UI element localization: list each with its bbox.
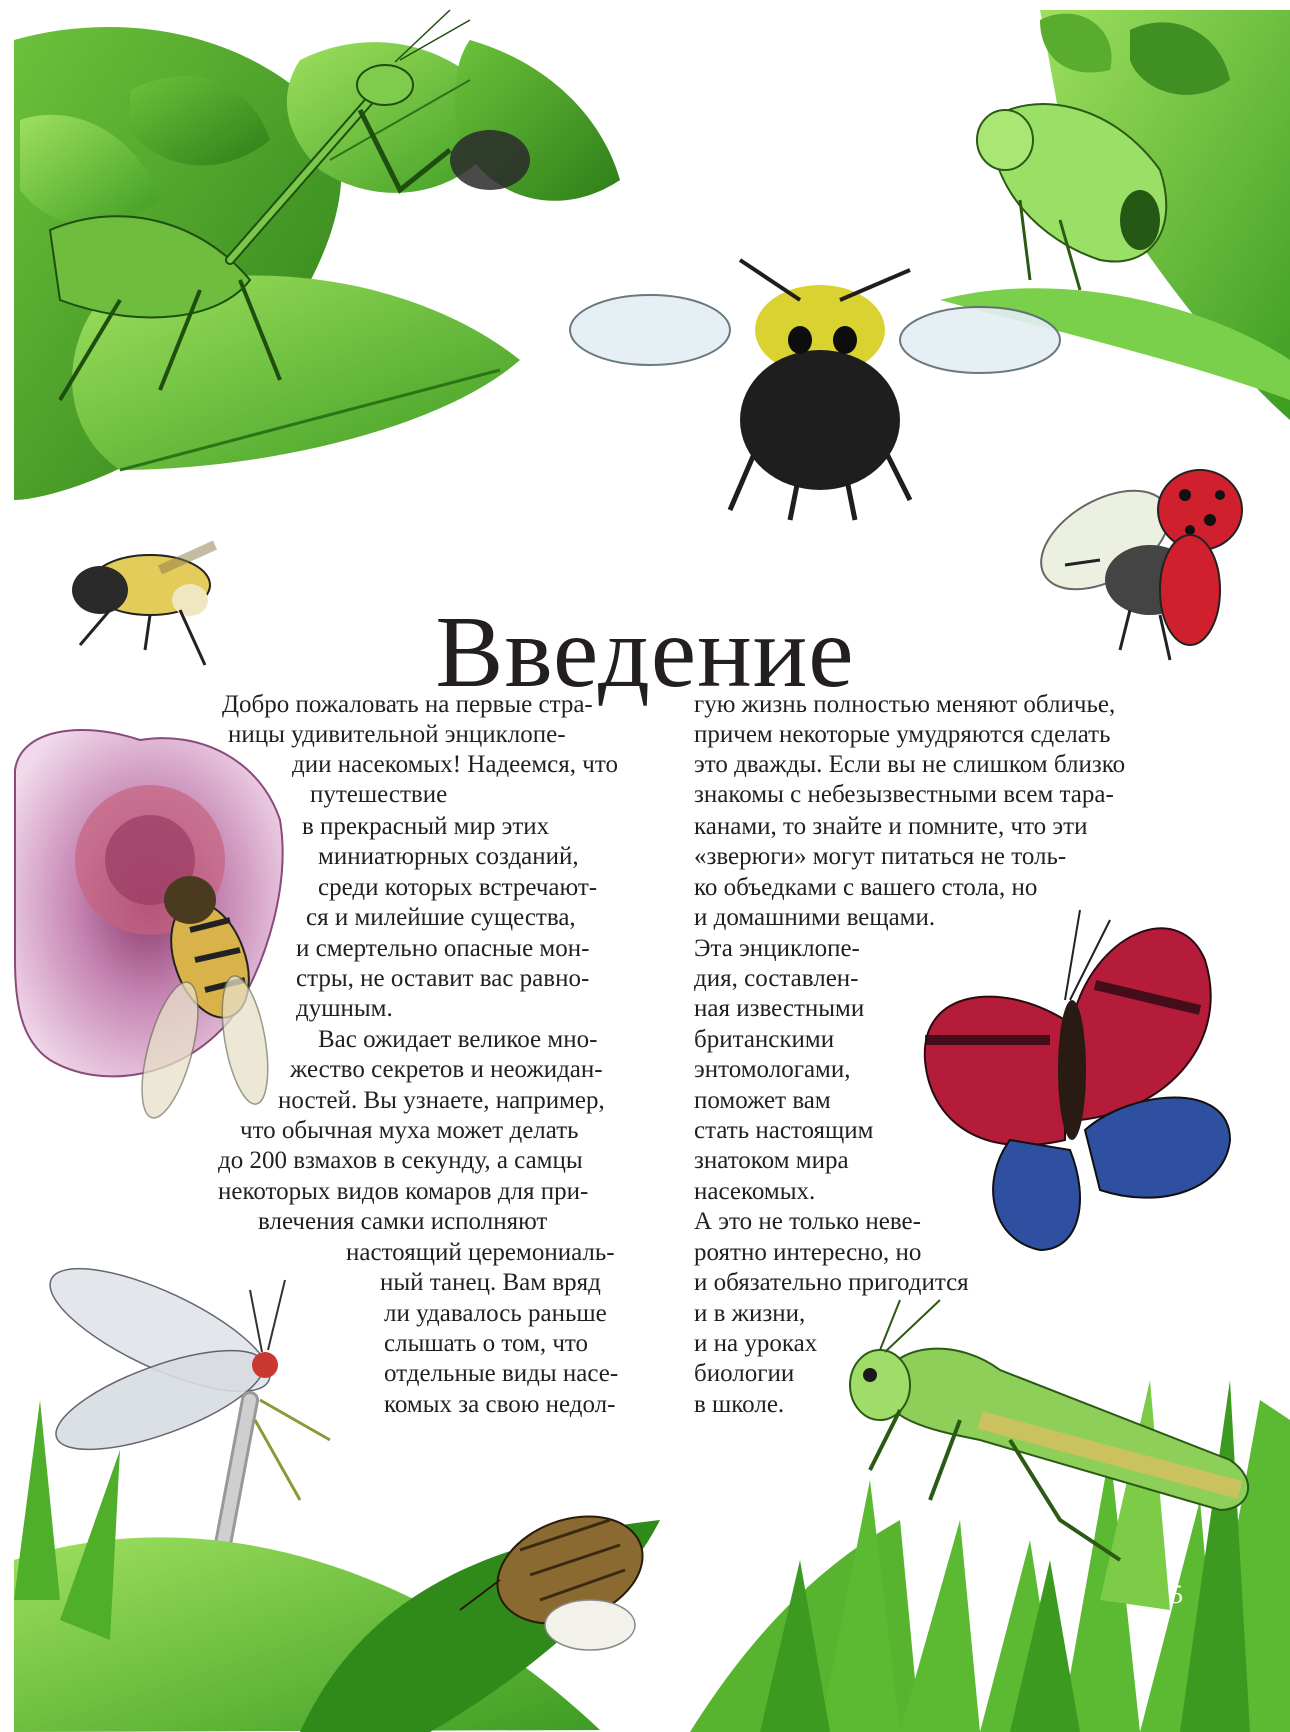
butterfly-illustration [925,910,1230,1250]
paragraph-line: «зверюги» могут питаться не толь- [694,843,1067,870]
paragraph-line: знатоком мира [694,1147,849,1174]
paragraph-line: дии насекомых! Надеемся, что [292,751,618,778]
paragraph-line: комых за свою недол- [384,1391,616,1418]
flower-hoverfly-illustration [15,730,283,1123]
paragraph-line: слышать о том, что [384,1330,589,1357]
paragraph-line: ностей. Вы узнаете, например, [278,1087,605,1114]
paragraph-line: и в жизни, [694,1300,806,1327]
paragraph-line: в прекрасный мир этих [302,813,550,840]
paragraph-line: что обычная муха может делать [240,1117,579,1144]
paragraph-line: знакомы с небезызвестными всем тара- [694,781,1114,808]
honeybee-illustration [72,545,215,665]
paragraph-line: стать настоящим [694,1117,874,1144]
paragraph-line: и обязательно пригодится [694,1269,969,1296]
paragraph-line: стры, не оставит вас равно- [296,965,590,992]
grasshopper-illustration [850,1300,1248,1560]
paragraph-line: ницы удивительной энциклопе- [228,721,566,748]
paragraph-line: канами, то знайте и помните, что эти [694,813,1088,840]
paragraph-line: в школе. [694,1391,785,1418]
paragraph-line: ся и милейшие существа, [306,904,576,931]
paragraph-line: путешествие [310,781,448,808]
paragraph-line: и домашними вещами. [694,904,936,931]
mantis-leaves-illustration [14,10,620,500]
paragraph-line: Вас ожидает великое мно- [318,1026,598,1053]
paragraph-line: британскими [694,1026,835,1053]
paragraph-line: ный танец. Вам вряд [380,1269,601,1296]
paragraph-line: поможет вам [694,1087,831,1114]
paragraph-line: и смертельно опасные мон- [296,935,590,962]
ladybug-illustration [1024,470,1242,660]
paragraph-line: настоящий церемониаль- [346,1239,615,1266]
paragraph-line: миниатюрных созданий, [318,843,579,870]
paragraph-line: это дважды. Если вы не слишком близко [694,751,1126,778]
owlfly-illustration [35,1245,330,1560]
paragraph-line: биологии [694,1360,795,1387]
paragraph-line: Эта энциклопе- [694,935,860,962]
paragraph-line: влечения самки исполняют [258,1208,548,1235]
paragraph-line: ная известными [694,995,865,1022]
paragraph-line: дия, составлен- [694,965,859,992]
paragraph-line: и на уроках [694,1330,818,1357]
page-title: Введение [435,596,855,710]
paragraph-line: до 200 взмахов в секунду, а самцы [218,1147,583,1174]
paragraph-line: среди которых встречают- [318,874,598,901]
paragraph-line: жество секретов и неожидан- [290,1056,603,1083]
paragraph-line: ли удавалось раньше [384,1300,607,1327]
paragraph-line: А это не только неве- [694,1208,921,1235]
paragraph-line: некоторых видов комаров для при- [218,1178,589,1205]
paragraph-line: Добро пожаловать на первые стра- [222,691,593,718]
paragraph-line: причем некоторые умудряются сделать [694,721,1111,748]
paragraph-line: гую жизнь полностью меняют обличье, [694,691,1116,718]
paragraph-line: отдельные виды насе- [384,1360,619,1387]
page-number: 5 [1170,1580,1183,1609]
paragraph-line: ко объедками с вашего стола, но [694,874,1038,901]
paragraph-line: насекомых. [694,1178,816,1205]
paragraph-line: душным. [296,995,393,1022]
paragraph-line: роятно интересно, но [694,1239,922,1266]
paragraph-line: энтомологами, [694,1056,851,1083]
